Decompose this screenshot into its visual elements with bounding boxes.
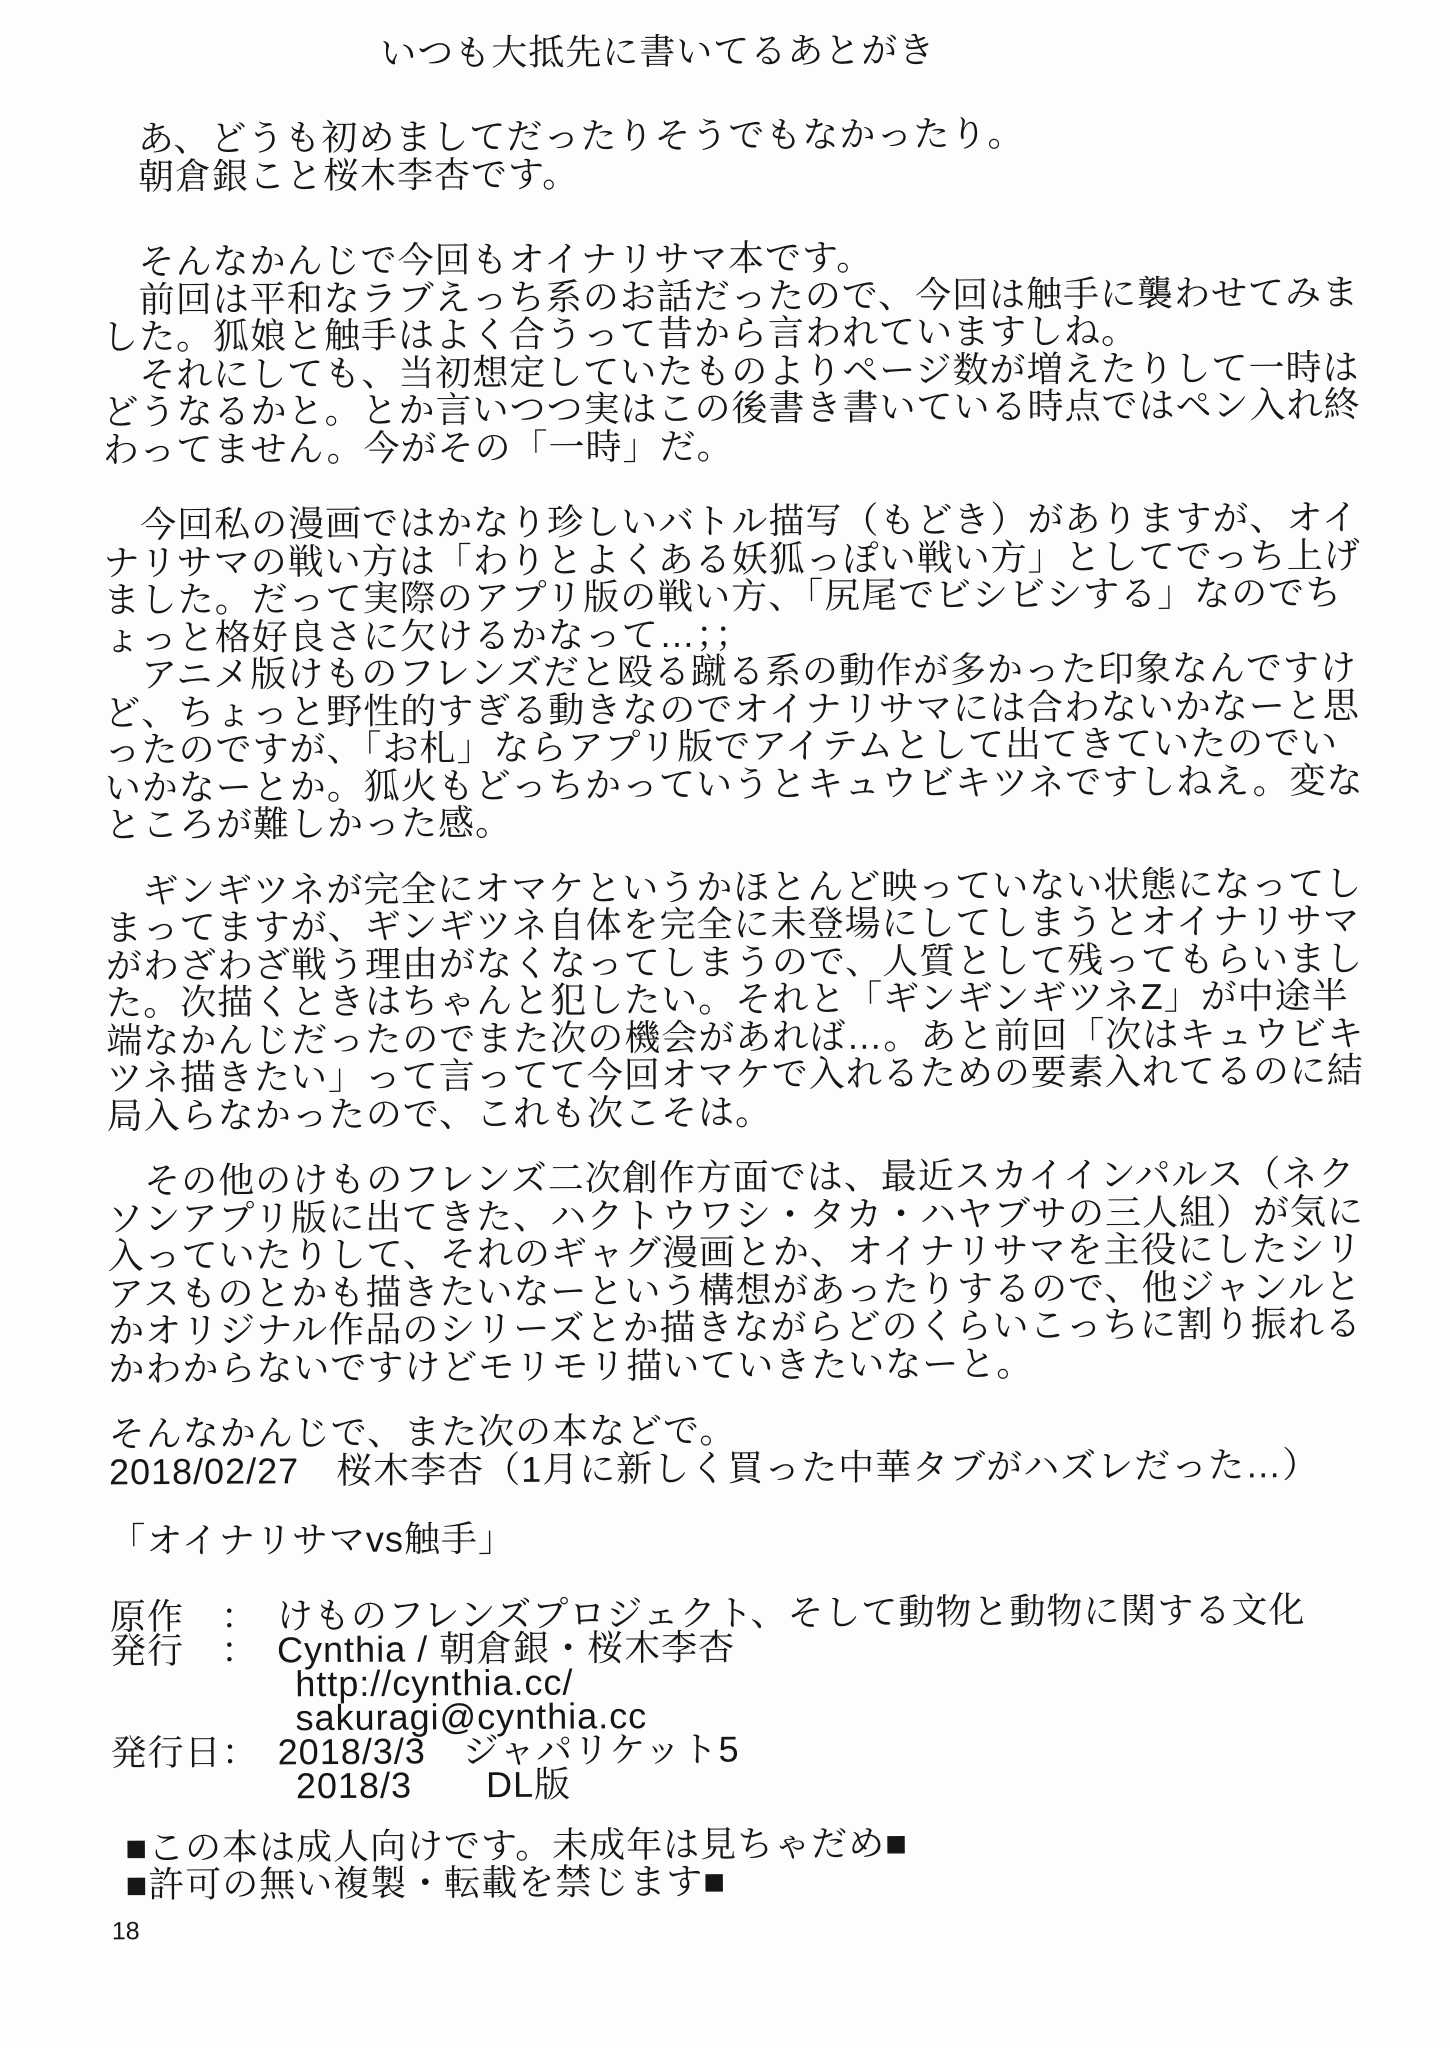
paragraph-battle-notes [103,496,1415,846]
text-line: 局入らなかったので、これも次こそは。 [106,1090,773,1136]
text-line: あ、どうも初めましてだったりそうでもなかったり。 [100,112,1025,160]
book-title: 「オイナリサマvs触手」 [109,1517,516,1562]
text-line: sakuragi@cynthia.cc [110,1694,648,1739]
text-line: http://cynthia.cc/ [110,1661,574,1705]
text-line: アスものとかも描きたいなーという構想があったりするので、他ジャンルと [107,1265,1362,1314]
text-line: 端なかんじだったのでまた次の機会があれば…。あと前回「次はキュウビキ [106,1012,1365,1061]
warnings [125,1821,1421,1904]
text-line: 発行 ： Cynthia / 朝倉銀・桜木李杏 [109,1626,736,1671]
text-line: 前回は平和なラブえっち系のお話だったので、今回は触手に襲わせてみま [101,271,1360,320]
text-line: 今回私の漫画ではかなり珍しいバトル描写（もどき）がありますが、オイ [103,496,1359,546]
text-line: 2018/3 DL版 [110,1763,572,1807]
text-line: いかなーとか。狐火もどっちかっていうとキュウビキツネですしねえ。変な [104,759,1364,808]
text-line: その他のけものフレンズ二次創作方面では、最近スカイインパルス（ネク [107,1152,1356,1202]
colophon [109,1588,1421,1807]
text-line: ところが難しかった感。 [104,801,513,846]
text-line: どうなるかと。とか言いつつ実はこの後書き書いている時点ではペン入れ終 [102,383,1361,433]
paragraph-gingitsune [105,864,1417,1134]
text-line: ナリサマの戦い方は「わりとよくある妖狐っぽい戦い方」としてでっち上げ [103,534,1361,583]
text-line: 2018/02/27 桜木李杏（1月に新しく買った中華タブがハズレだった…） [108,1443,1320,1492]
text-line: 入っていたりして、それのギャグ漫画とか、オイナリサマを主役にしたシリ [107,1227,1363,1277]
text-line: ■この本は成人向けです。未成年は見ちゃだめ■ [125,1821,909,1868]
text-line: ギンギツネが完全にオマケというかほとんど映っていない状態になってし [105,862,1363,911]
paragraph-future-plans [107,1154,1418,1387]
text-line: ょっと格好良さに欠けるかなって…；； [103,612,753,658]
paragraph-book-intro [101,235,1412,468]
text-line: そんなかんじで今回もオイナリサマ本です。 [101,236,874,283]
paragraph-signoff [109,1407,1419,1490]
text-line: それにしても、当初想定していたものよりページ数が増えたりして一時は [102,346,1360,395]
text-line: 朝倉銀こと桜木李杏です。 [100,152,580,197]
text-line: かオリジナル作品のシリーズとか描きながらどのくらいこっちに割り振れる [108,1302,1362,1352]
text-line: ました。だって実際のアプリ版の戦い方、「尻尾でビシビシする」なのでち [103,571,1343,621]
text-line: そんなかんじで、また次の本などで。 [108,1409,737,1455]
text-line: た。次描くときはちゃんと犯したい。それと「ギンギンギツネZ」が中途半 [106,974,1349,1024]
page-number: 18 [111,1916,140,1945]
text-line: した。狐娘と触手はよく合うって昔から言われていますしね。 [101,310,1139,358]
afterword-title: いつも大抵先に書いてるあとがき [380,29,936,74]
text-line: まってますが、ギンギツネ自体を完全に未登場にしてしまうとオイナリサマ [105,899,1361,949]
text-line: ど、ちょっと野性的すぎる動きなのでオイナリサマには合わないかなーと思 [104,684,1360,733]
text-line: ったのですが、「お札」ならアプリ版でアイテムとして出てきていたのでい [104,721,1339,771]
text-line: かわからないですけどモリモリ描いていきたいなーと。 [108,1342,1034,1389]
text-line: わってません。今がその「一時」だ。 [102,425,734,470]
text-line: ■許可の無い複製・転載を禁じます■ [125,1860,727,1906]
text-line: 原作 ： けものフレンズプロジェクト、そして動物と動物に関する文化 [109,1588,1306,1637]
text-line: 発行日： 2018/3/3 ジャパリケット5 [110,1728,740,1773]
text-line: アニメ版けものフレンズだと殴る蹴る系の動作が多かった印象なんですけ [103,646,1358,696]
text-line: ソンアプリ版に出てきた、ハクトウワシ・タカ・ハヤブサの三人組）が気に [107,1190,1365,1239]
text-line: がわざわざ戦う理由がなくなってしまうので、人質として残ってもらいまし [105,937,1364,986]
paragraph-greeting [101,112,1411,195]
text-line: ツネ描きたい」って言ってて今回オマケで入れるための要素入れてるのに結 [106,1049,1364,1099]
